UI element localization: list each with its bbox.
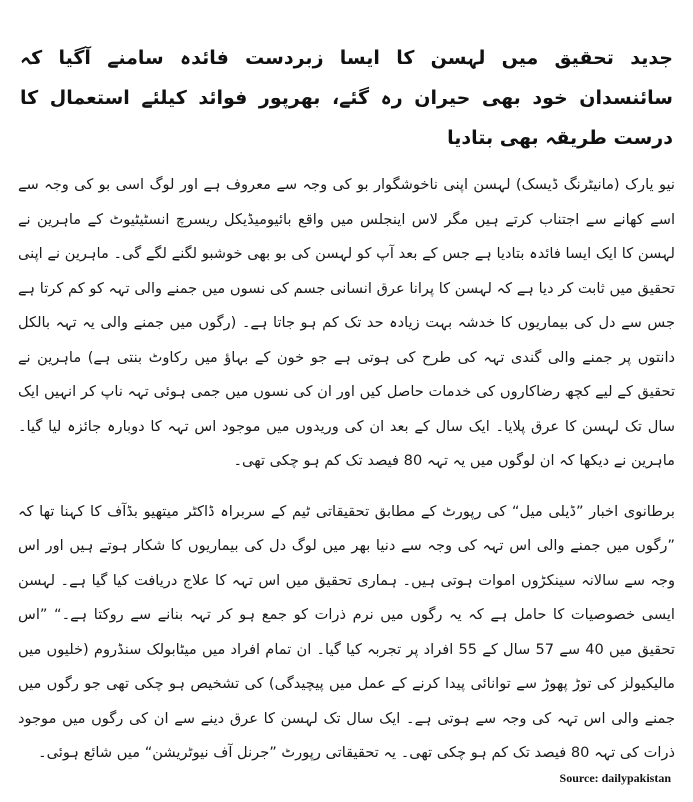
source-credit: Source: dailypakistan — [559, 771, 671, 785]
article-headline: جدید تحقیق میں لہسن کا ایسا زبردست فائدہ سامنے آگیا کہ سائنسدان خود بھی حیران رہ گئے، بھرپور فوائد کیلئے استعمال کا درست طریقہ بھی بتادیا — [20, 47, 673, 149]
article-paragraph-1: نیو یارک (مانیٹرنگ ڈیسک) لہسن اپنی ناخوشگوار بو کی وجہ سے معروف ہے اور لوگ اسی بو کی وجہ سے اسے کھانے سے اجتناب کرتے ہیں مگر لاس اینجلس میں واقع بائیومیڈیکل ریسرچ انسٹیٹیوٹ کے ماہرین نے لہسن کا ایک ایسا فائدہ بتادیا ہے جس کے بعد آپ کو لہسن کی بو بھی خوشبو لگنے لگے گی۔ ماہرین نے اپنی تحقیق میں ثابت کر دیا ہے کہ لہسن کا پرانا عرق انسانی جسم کی نسوں میں جمنے والی تہہ کو کم کرتا ہے جس سے دل کی بیماریوں کا خدشہ بہت زیادہ حد تک کم ہو جاتا ہے۔ (رگوں میں جمنے والی یہ تہہ بالکل دانتوں پر جمنے والی گندی تہہ کی طرح کی ہوتی ہے جو خون کے بہاؤ میں رکاوٹ بنتی ہے) ماہرین نے تحقیق کے لیے کچھ رضاکاروں کی خدمات حاصل کیں اور ان کی نسوں میں جمی ہوئی تہہ ناپ کر انہیں ایک سال تک لہسن کا عرق پلایا۔ ایک سال کے بعد ان کی وریدوں میں موجود اس تہہ کا دوبارہ جائزہ لیا گیا۔ ماہرین نے دیکھا کہ ان لوگوں میں یہ تہہ 80 فیصد تک کم ہو چکی تھی۔ — [18, 176, 675, 469]
article-paragraph-2: برطانوی اخبار ”ڈیلی میل“ کی رپورٹ کے مطابق تحقیقاتی ٹیم کے سربراہ ڈاکٹر میتھیو بڈآف کا کہنا تھا کہ ”رگوں میں جمنے والی اس تہہ کی وجہ سے دنیا بھر میں لوگ دل کی بیماریوں کا شکار ہوتے ہیں اور اس وجہ سے سالانہ سینکڑوں اموات ہوتی ہیں۔ ہماری تحقیق میں اس تہہ کا علاج دریافت کیا گیا ہے۔ لہسن ایسی خصوصیات کا حامل ہے کہ یہ رگوں میں نرم ذرات کو جمع ہو کر تہہ بنانے سے روکتا ہے۔“ ”اس تحقیق میں 40 سے 57 سال کے 55 افراد پر تجربہ کیا گیا۔ ان تمام افراد میں میٹابولک سنڈروم (خلیوں میں مالیکیولز کی توڑ پھوڑ سے توانائی پیدا کرنے کے عمل میں پیچیدگی) کی تشخیص ہو چکی تھی جو رگوں میں جمنے والی اس تہہ کی وجہ سے ہوتی ہے۔ ایک سال تک لہسن کا عرق دینے سے ان کی رگوں میں موجود ذرات کی تہہ 80 فیصد تک کم ہو چکی تھی۔ یہ تحقیقاتی رپورٹ ”جرنل آف نیوٹریشن“ میں شائع ہوئی۔ — [18, 502, 675, 761]
